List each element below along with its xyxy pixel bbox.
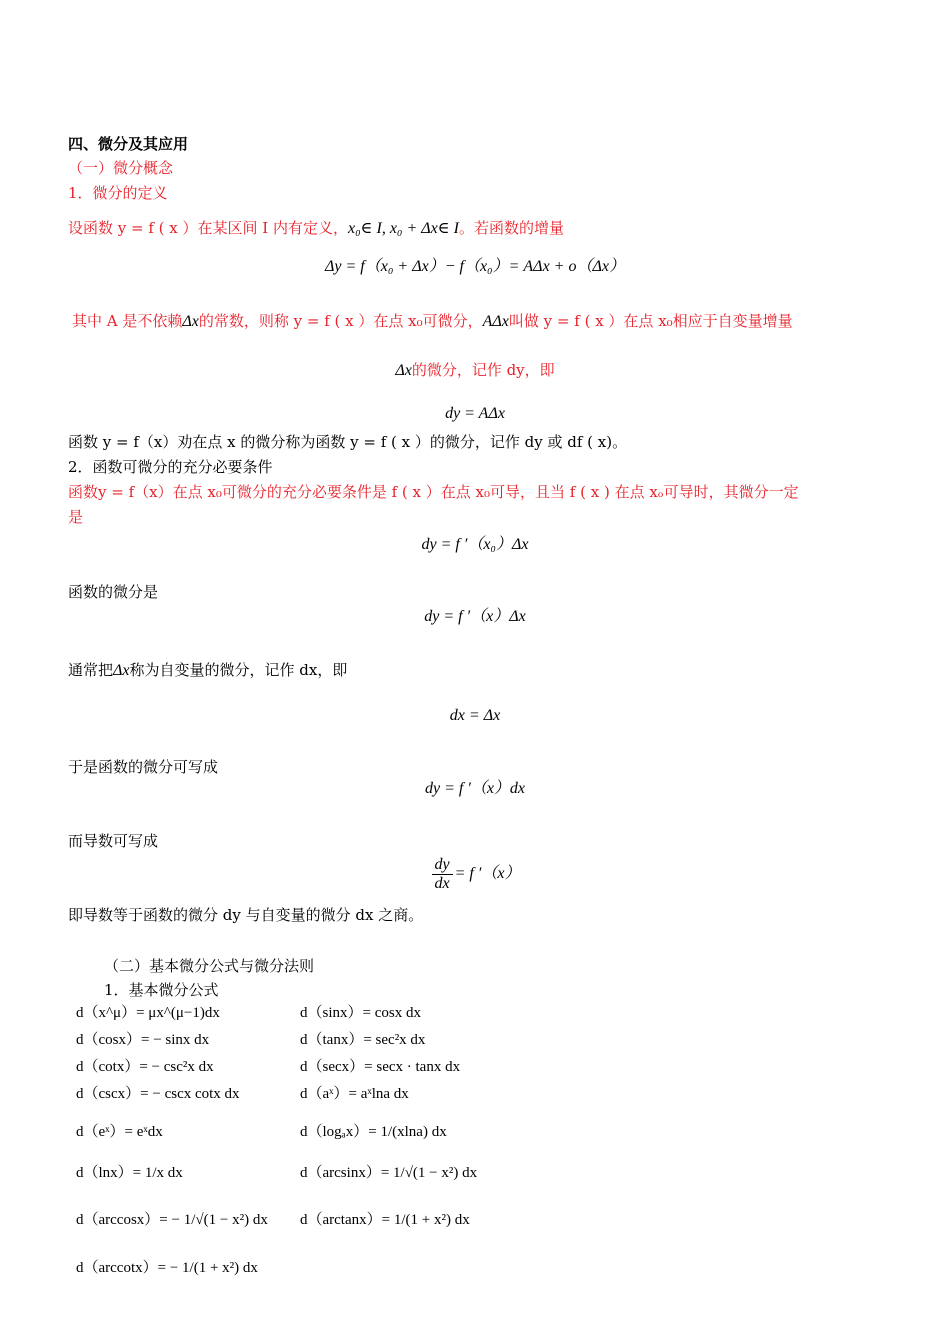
delta-x-math: Δx (182, 313, 199, 330)
increment-equation: Δy = f（x₀ + Δx）− f（x₀）= AΔx + o（Δx） (325, 258, 625, 275)
where-line (72, 311, 793, 332)
subsection-title-1: （一）微分概念 (68, 159, 174, 177)
dy-dx-fraction (432, 856, 453, 893)
formula-power: d（x^μ）= μx^(μ−1)dx (76, 1005, 220, 1021)
formula-tan: d（tanx）= sec²x dx (300, 1032, 426, 1048)
formula-cot: d（cotx）= − csc²x dx (76, 1059, 214, 1075)
fraction-numerator: dy (432, 856, 453, 875)
formula-sin: d（sinx）= cosx dx (300, 1005, 421, 1021)
derivative-fraction-equation (0, 856, 950, 893)
delta-x-math-3: Δx (113, 662, 130, 679)
a-delta-x-math: AΔx (482, 313, 509, 330)
interval-condition: x₀∈ I, x₀ + Δx∈ I (347, 220, 459, 237)
condition-line-1: 函数y = f（x）在点 x₀可微分的充分必要条件是 f ( x ）在点 x₀可导，且当 f ( x ) 在点 xₒ可导时，其微分一定 (68, 483, 799, 501)
diff-is-text: 函数的微分是 (68, 583, 159, 601)
dy-fx-equation: dy = f ′（x）Δx (424, 608, 526, 625)
formula-exp-e: d（eˣ）= eˣdx (76, 1124, 163, 1140)
definition-line (68, 218, 564, 239)
where-text-b: 的常数，则称 y = f ( x ）在点 x₀可微分， (198, 312, 483, 330)
fraction-rhs: = f ′（x） (454, 865, 521, 883)
item-title-1: 1．微分的定义 (68, 184, 168, 202)
dy-fxdx-equation: dy = f ′（x）dx (424, 780, 526, 797)
formula-ln: d（lnx）= 1/x dx (76, 1165, 183, 1181)
where-text-c: 叫做 y = f ( x ）在点 x₀相应于自变量增量 (508, 312, 793, 330)
formula-sec: d（secx）= secx · tanx dx (300, 1059, 461, 1075)
definition-suffix: 。若函数的增量 (458, 219, 564, 237)
condition-line-2: 是 (68, 508, 84, 526)
formula-cos: d（cosx）= − sinx dx (76, 1032, 210, 1048)
function-differential-line: 函数 y = f（x）劝在点 x 的微分称为函数 y = f ( x ）的微分，记作 dy 或 df ( x)。 (68, 433, 628, 451)
definition-prefix: 设函数 y = f ( x ）在某区间 I 内有定义， (68, 219, 348, 237)
dy-fx0-equation: dy = f ′（x₀）Δx (421, 536, 529, 553)
usual-text-b: 称为自变量的微分，记作 dx，即 (129, 661, 348, 679)
formula-arctan: d（arctanx）= 1/(1 + x²) dx (300, 1212, 470, 1228)
where-text-a: 其中 A 是不依赖 (72, 312, 183, 330)
usual-line (68, 660, 347, 681)
formula-arccos: d（arccosx）= − 1/√(1 − x²) dx (76, 1212, 268, 1228)
formula-log-a: d（logₐx）= 1/(xlna) dx (300, 1124, 447, 1140)
formula-arcsin: d（arcsinx）= 1/√(1 − x²) dx (300, 1165, 478, 1181)
section-title: 四、微分及其应用 (68, 135, 189, 153)
dy-adx-equation: dy = AΔx (445, 405, 505, 422)
derivative-write-text: 而导数可写成 (68, 832, 159, 850)
dx-equation: dx = Δx (449, 707, 501, 724)
quotient-line: 即导数等于函数的微分 dy 与自变量的微分 dx 之商。 (68, 906, 424, 924)
fraction-denominator: dx (434, 875, 450, 892)
where-line-2 (0, 360, 950, 381)
item-title-3: 1．基本微分公式 (104, 981, 219, 999)
formula-csc: d（cscx）= − cscx cotx dx (76, 1086, 240, 1102)
so-write-text: 于是函数的微分可写成 (68, 758, 219, 776)
delta-x-math-2: Δx (395, 362, 412, 379)
item-title-2: 2．函数可微分的充分必要条件 (68, 458, 273, 476)
formula-exp-a: d（aˣ）= aˣlna dx (300, 1086, 409, 1102)
subsection-title-2: （二）基本微分公式与微分法则 (104, 957, 315, 975)
where-text-d: 的微分，记作 dy，即 (411, 361, 555, 379)
formula-arccot: d（arccotx）= − 1/(1 + x²) dx (76, 1260, 258, 1276)
usual-text-a: 通常把 (68, 661, 114, 679)
